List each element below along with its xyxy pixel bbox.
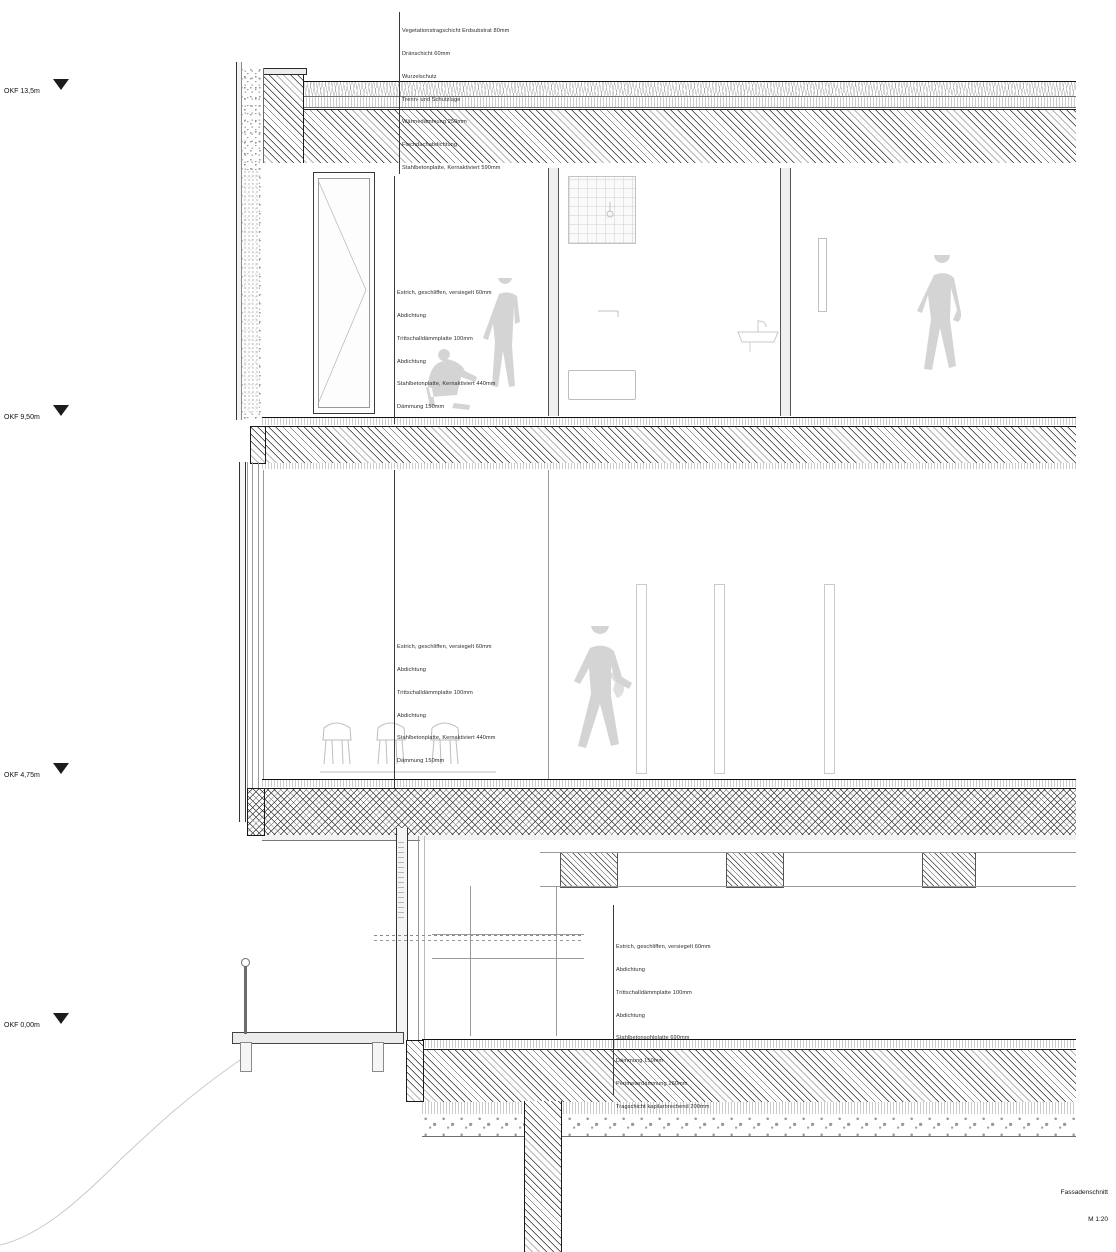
annotation-line: Stahlbetonplatte, Kernaktiviert 440mm (397, 735, 496, 742)
bathroom-bathtub (568, 370, 636, 400)
partition-upper-2 (780, 168, 791, 416)
person-silhouette-walking-upper-right (916, 255, 974, 410)
interior-fin-3 (824, 584, 835, 774)
level-triangle-okf-0-00 (53, 1013, 69, 1024)
level-marker-okf-9-50 (4, 406, 40, 424)
slab-9-50-concrete (262, 426, 1076, 464)
annotation-line: Estrich, geschliffen, versiegelt 60mm (397, 644, 492, 651)
dashed-reference-line-2 (374, 940, 584, 941)
leadline-roof (399, 12, 400, 174)
annotation-line: Abdichtung (397, 712, 426, 719)
curtainwall-glass-line-2 (252, 462, 253, 822)
level-label: OKF 13,5m (4, 88, 40, 95)
annotation-line: Abdichtung (397, 358, 426, 365)
annotation-floor-buildup-middle (397, 629, 496, 781)
slab-9-50-screed (262, 418, 1076, 425)
slab-4-75-top-line (262, 779, 1076, 780)
ceiling-line-ground-2 (540, 886, 1076, 887)
annotation-line: Flachdachabdichtung (402, 142, 458, 149)
annotation-line: Estrich, geschliffen, versiegelt 60mm (616, 944, 711, 951)
annotation-line: Dämmung 150mm (397, 404, 445, 411)
annotation-floor-buildup-ground (616, 929, 711, 1126)
annotation-line: Perimeterdämmung 260mm (616, 1080, 688, 1087)
level-marker-okf-13-5 (4, 80, 40, 98)
railing-head-detail (239, 956, 253, 970)
annotation-line: Trenn- und Schutzlage (402, 96, 461, 103)
window-opening-symbol (316, 176, 370, 408)
annotation-line: Trittschalldämmplatte 100mm (397, 689, 473, 696)
annotation-floor-buildup-upper (397, 275, 496, 427)
annotation-line: Dämmung 150mm (616, 1058, 664, 1065)
facade-inner-cavity-upper (243, 170, 259, 412)
ceiling-beam-3 (922, 852, 976, 888)
bathroom-tap-icon (596, 305, 636, 327)
annotation-line: Stahlbetonsohlplatte 690mm (616, 1035, 690, 1042)
terrain-line (0, 1040, 260, 1250)
annotation-line: Estrich, geschliffen, versiegelt 60mm (397, 290, 492, 297)
annotation-line: Wärmedämmung 250mm (402, 119, 467, 126)
curtainwall-glass-line-1 (247, 462, 248, 822)
base-bottom-line (422, 1136, 1076, 1137)
annotation-line: Stahlbetonplatte, Kernaktiviert 590mm (402, 164, 501, 171)
leadline-middle-floor (394, 470, 395, 788)
railing-post (244, 962, 247, 1034)
basement-wall (524, 1101, 562, 1252)
base-slab-concrete (422, 1049, 1076, 1103)
paving-substructure (240, 1042, 252, 1072)
annotation-line: Stahlbetonplatte, Kernaktiviert 440mm (397, 381, 496, 388)
facade-outer-line-upper (236, 62, 242, 420)
annotation-line: Abdichtung (616, 966, 645, 973)
title-block (1061, 1170, 1108, 1242)
paving-substructure-2 (372, 1042, 384, 1072)
slab-4-75-edge-nose (247, 788, 265, 836)
slab-4-75-screed (262, 780, 1076, 787)
annotation-line: Dämmung 150mm (397, 758, 445, 765)
ground-perimeter-wall (406, 1040, 424, 1102)
level-label: OKF 4,75m (4, 772, 40, 779)
annotation-line: Trittschalldämmplatte 100mm (616, 989, 692, 996)
base-slab-top-line (422, 1039, 1076, 1040)
slab-9-50-edge-nose (250, 426, 266, 464)
level-triangle-okf-9-50 (53, 405, 69, 416)
annotation-line: Wurzelschutz (402, 73, 437, 80)
interior-shelf-line-1 (432, 934, 584, 935)
annotation-line: Trittschalldämmplatte 100mm (397, 335, 473, 342)
drawing-scale: M 1:20 (1088, 1216, 1108, 1223)
curtainwall-left-middle (239, 462, 246, 822)
drawing-title: Fassadenschnitt (1060, 1189, 1108, 1196)
ceiling-reveal-line-middle (548, 470, 549, 780)
ceiling-line-ground (540, 852, 1076, 853)
slab-4-75-concrete (262, 788, 1076, 836)
ground-glass-line (418, 836, 419, 1040)
interior-fin-2 (714, 584, 725, 774)
level-label: OKF 9,50m (4, 414, 40, 421)
level-triangle-okf-4-75 (53, 763, 69, 774)
annotation-line: Tragschicht kapilarbrechend 200mm (616, 1103, 710, 1110)
person-silhouette-walking-middle (566, 626, 642, 781)
base-capillary-break-layer (422, 1114, 1076, 1136)
slab-9-50-top-line (262, 417, 1076, 418)
interior-vertical-ground-1 (470, 886, 471, 1036)
curtainwall-glass-line-4 (263, 470, 264, 780)
curtainwall-glass-line-3 (258, 462, 259, 822)
leadline-ground-floor (613, 905, 614, 1095)
shower-fitting-icon (600, 200, 636, 234)
annotation-line: Abdichtung (616, 1012, 645, 1019)
ceiling-beam-1 (560, 852, 618, 888)
annotation-line: Abdichtung (397, 666, 426, 673)
ground-facade-ladder-detail (398, 840, 404, 918)
annotation-line: Vegetationstragschicht Erdsubstrat 80mm (402, 28, 510, 35)
washbasin-icon (736, 318, 782, 352)
interior-vertical-ground-2 (556, 886, 557, 1036)
interior-shelf-line-2 (432, 958, 584, 959)
annotation-roof-buildup (402, 13, 509, 188)
upper-mullion-1 (818, 238, 827, 312)
level-triangle-okf-13-5 (53, 79, 69, 90)
level-marker-okf-4-75 (4, 764, 40, 782)
leadline-upper-floor (394, 176, 395, 424)
dashed-reference-line-1 (374, 935, 584, 936)
partition-upper-1 (548, 168, 559, 416)
level-marker-okf-0-00 (4, 1014, 40, 1032)
ground-glass-line-2 (424, 836, 425, 1040)
roof-parapet-upstand (258, 72, 304, 165)
ceiling-beam-2 (726, 852, 784, 888)
level-label: OKF 0,00m (4, 1022, 40, 1029)
annotation-line: Dränschicht 60mm (402, 50, 451, 57)
base-slab-screed (422, 1040, 1076, 1048)
annotation-line: Abdichtung (397, 312, 426, 319)
